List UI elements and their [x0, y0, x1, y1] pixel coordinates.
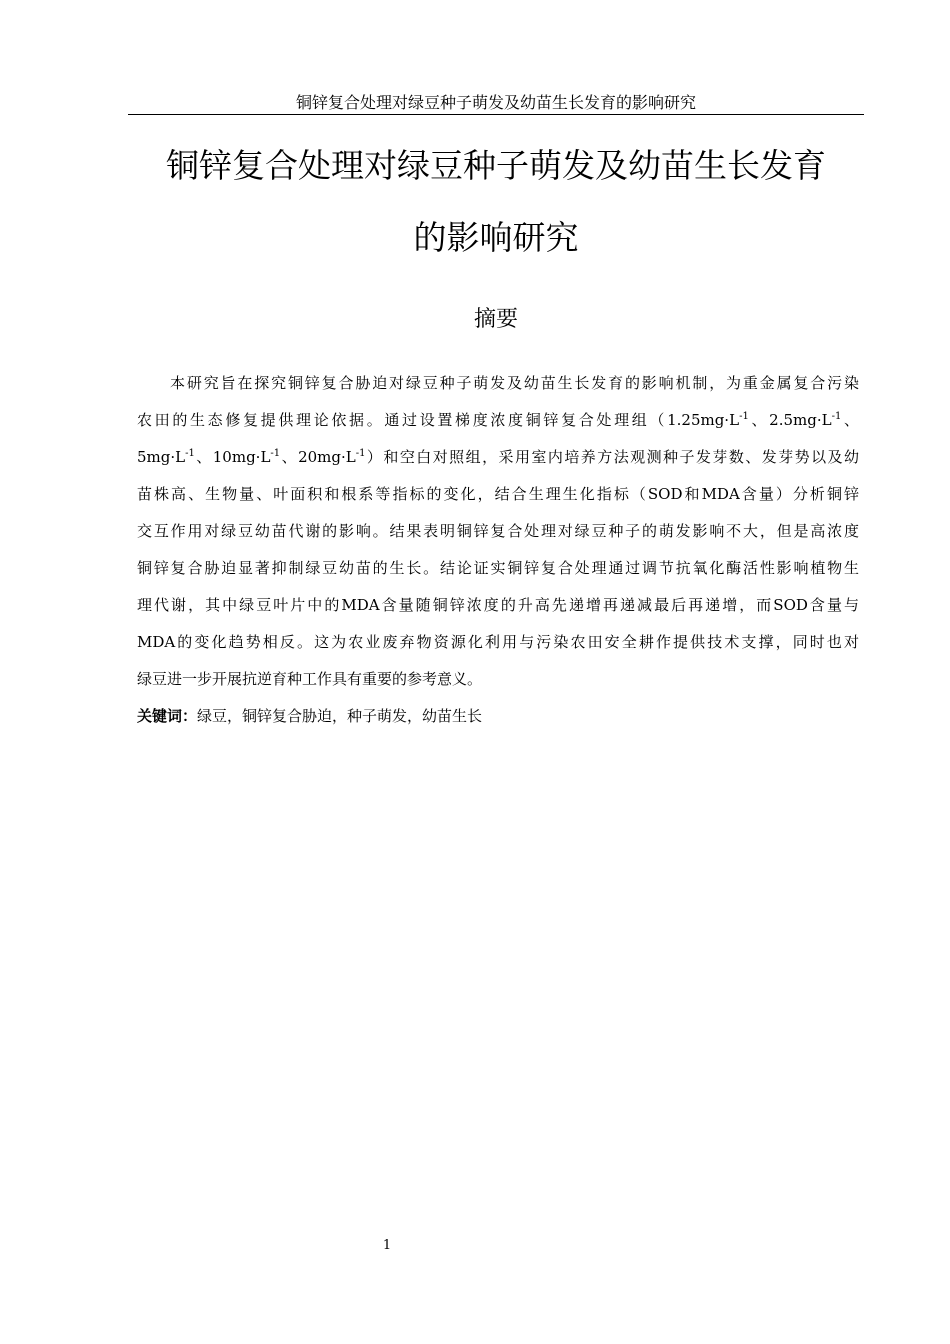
running-header: 铜锌复合处理对绿豆种子萌发及幼苗生长发育的影响研究	[128, 92, 864, 115]
unit-exponent: -1	[355, 448, 366, 459]
abstract-line: 本研究旨在探究铜锌复合胁迫对绿豆种子萌发及幼苗生长发育的影响机制，为重金属复合污染	[170, 374, 859, 392]
unit-exponent: -1	[185, 448, 195, 459]
abstract-line: 理代谢，其中绿豆叶片中的MDA含量随铜锌浓度的升高先递增再递减最后再递增，而SOD含量与	[137, 596, 859, 614]
abstract-line: 交互作用对绿豆幼苗代谢的影响。结果表明铜锌复合处理对绿豆种子的萌发影响不大，但是高浓度	[137, 522, 859, 540]
abstract-line: MDA的变化趋势相反。这为农业废弃物资源化利用与污染农田安全耕作提供技术支撑，同时也对	[137, 633, 859, 651]
abstract-line: 苗株高、生物量、叶面积和根系等指标的变化，结合生理生化指标（SOD和MDA含量）分析铜锌	[137, 485, 859, 503]
abstract-line: 农田的生态修复提供理论依据。通过设置梯度浓度铜锌复合处理组（$1.25mg\cdot L^{-1}$、$2.5mg\cdot L^{-1}$、	[137, 411, 859, 429]
paper-title-line-2: 的影响研究	[413, 218, 579, 257]
abstract-body	[137, 370, 859, 733]
paper-title-line-1: 铜锌复合处理对绿豆种子萌发及幼苗生长发育	[166, 146, 826, 185]
unit-exponent: -1	[831, 411, 842, 422]
abstract-line: 绿豆进一步开展抗逆育种工作具有重要的参考意义。	[137, 670, 483, 688]
unit-exponent: -1	[270, 448, 281, 459]
keywords	[137, 703, 859, 733]
abstract-line: $5mg\cdot L^{-1}$、$10mg\cdot L^{-1}$、$20mg\cdot L^{-1}$）和空白对照组，采用室内培养方法观测种子发芽数、发芽势以及幼	[137, 448, 859, 466]
keywords-text: 绿豆，铜锌复合胁迫，种子萌发，幼苗生长	[197, 707, 483, 725]
page-number: 1	[382, 1238, 392, 1253]
unit-exponent: -1	[739, 411, 749, 422]
keywords-label: 关键词：	[137, 707, 198, 725]
abstract-line: 铜锌复合胁迫显著抑制绿豆幼苗的生长。结论证实铜锌复合处理通过调节抗氧化酶活性影响植物生	[137, 559, 859, 577]
abstract-heading: 摘要	[473, 307, 518, 332]
